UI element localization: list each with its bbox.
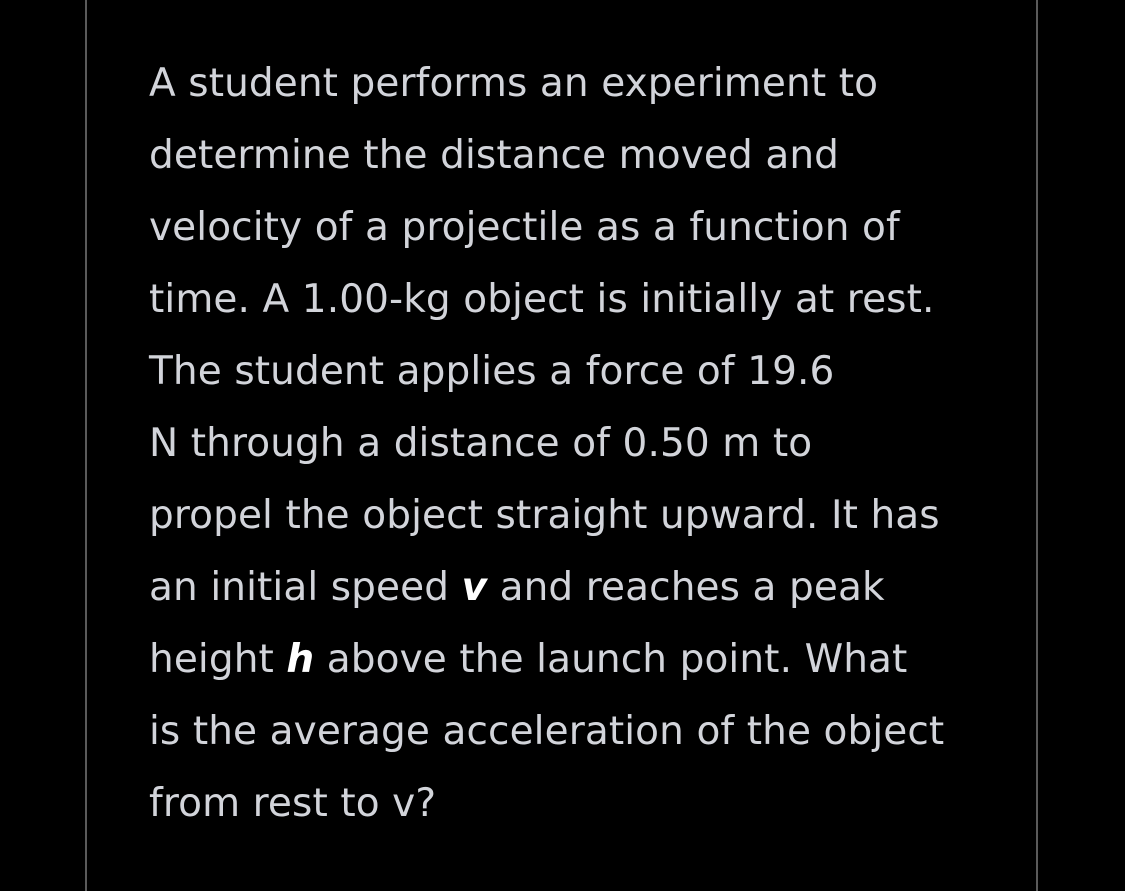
question-text-segment: an initial speed: [149, 565, 462, 610]
question-text: [149, 48, 989, 840]
question-line: A student performs an experiment to: [149, 61, 879, 106]
content-panel: [85, 0, 1038, 891]
height-variable: h: [286, 637, 315, 682]
question-line: from rest to v?: [149, 781, 437, 826]
question-line: propel the object straight upward. It has: [149, 493, 940, 538]
question-line: velocity of a projectile as a function of: [149, 205, 900, 250]
question-line: determine the distance moved and: [149, 133, 840, 178]
question-text-segment: height: [149, 637, 287, 682]
question-text-segment: above the launch point. What: [314, 637, 908, 682]
velocity-variable: v: [461, 565, 488, 610]
question-text-segment: and reaches a peak: [487, 565, 885, 610]
question-line: time. A 1.00-kg object is initially at rest.: [149, 277, 935, 322]
question-line: The student applies a force of 19.6: [149, 349, 835, 394]
question-line: [149, 624, 989, 696]
question-line: [149, 552, 989, 624]
question-line: is the average acceleration of the object: [149, 709, 945, 754]
question-line: N through a distance of 0.50 m to: [149, 421, 813, 466]
